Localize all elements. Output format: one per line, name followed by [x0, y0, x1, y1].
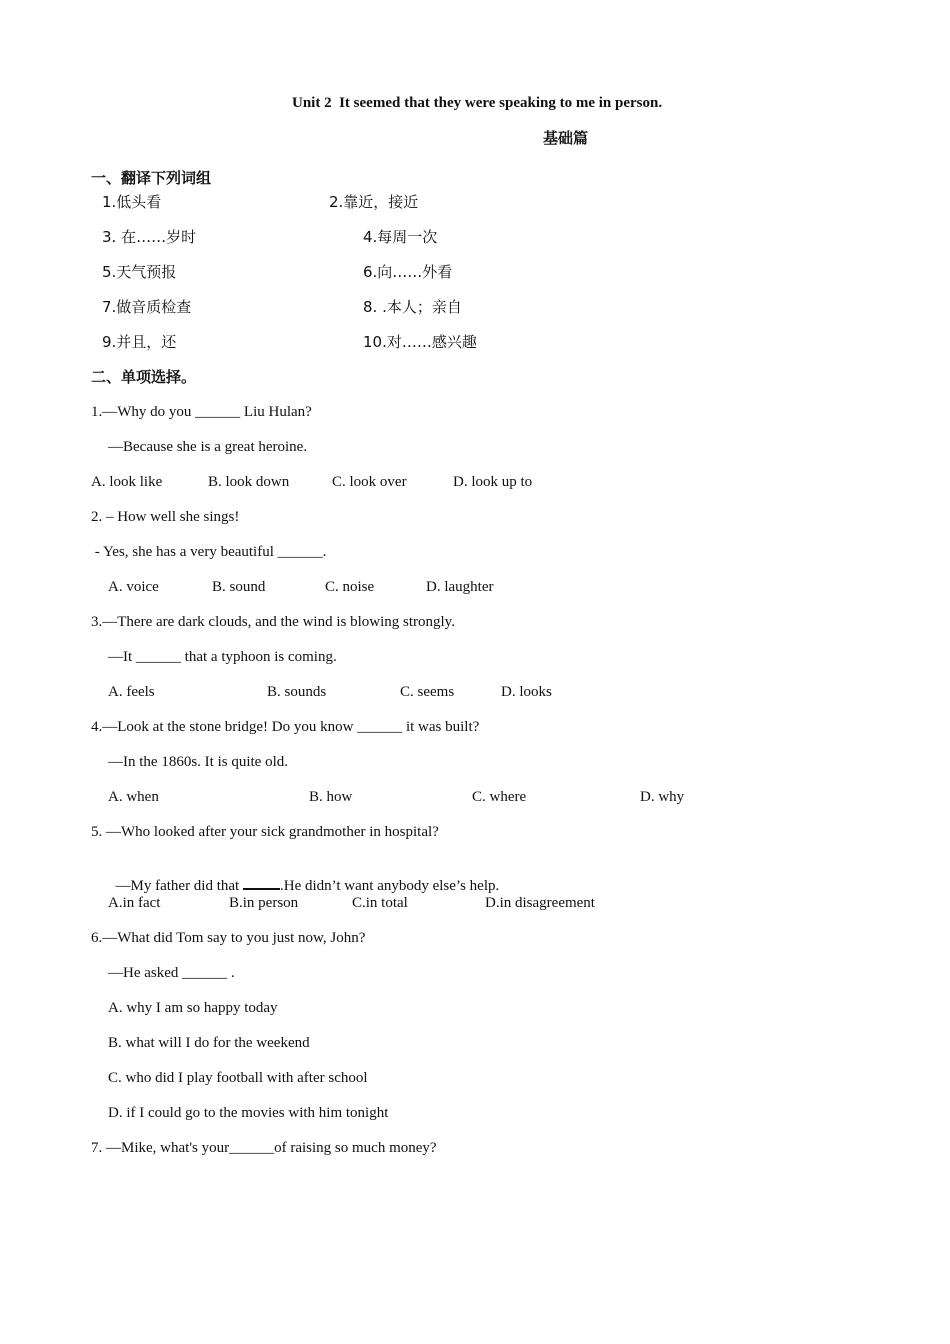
option: B. how — [309, 789, 353, 805]
question-text: 6.—What did Tom say to you just now, John? — [91, 930, 366, 946]
vocab-item: 9.并且，还 — [102, 333, 177, 351]
option: A. feels — [108, 684, 155, 700]
vocab-item: 4.每周一次 — [363, 228, 438, 246]
option: C. seems — [400, 684, 455, 700]
question-text: 5. —Who looked after your sick grandmother in hospital? — [91, 824, 439, 840]
option: D. laughter — [426, 579, 494, 595]
answer-text: —He asked ______ . — [108, 965, 235, 981]
option: A. voice — [108, 579, 159, 595]
section-heading-choice: 二、单项选择。 — [91, 368, 197, 386]
option: A. when — [108, 789, 159, 805]
answer-text: —In the 1860s. It is quite old. — [108, 754, 288, 770]
option: C. who did I play football with after school — [108, 1070, 368, 1086]
vocab-item: 1.低头看 — [102, 193, 162, 211]
option: D. if I could go to the movies with him tonight — [108, 1105, 389, 1121]
answer-text: - Yes, she has a very beautiful ______. — [91, 544, 327, 560]
answer-text — [108, 858, 499, 895]
section-heading-translate: 一、翻译下列词组 — [91, 169, 212, 187]
vocab-item: 7.做音质检查 — [102, 298, 192, 316]
vocab-item: 2.靠近，接近 — [329, 193, 419, 211]
answer-text-end: .He didn’t want anybody else’s help. — [279, 878, 500, 894]
option: A. why I am so happy today — [108, 1000, 278, 1016]
vocab-item: 6.向……外看 — [363, 263, 453, 281]
option: B. sounds — [267, 684, 327, 700]
question-text: 2. – How well she sings! — [91, 509, 240, 525]
vocab-item: 5.天气预报 — [102, 263, 177, 281]
answer-text: —Because she is a great heroine. — [108, 439, 308, 455]
vocab-item: 8. .本人；亲自 — [363, 298, 462, 316]
option: C.in total — [352, 895, 408, 911]
vocab-item: 10.对……感兴趣 — [363, 333, 477, 351]
option: B. what will I do for the weekend — [108, 1035, 310, 1051]
option: A.in fact — [108, 895, 161, 911]
page-title: Unit 2 It seemed that they were speaking to me in person. — [292, 95, 663, 111]
option: B.in person — [229, 895, 299, 911]
option: D. looks — [501, 684, 552, 700]
answer-text: —It ______ that a typhoon is coming. — [108, 649, 337, 665]
option: D. why — [640, 789, 685, 805]
option: C. where — [472, 789, 527, 805]
option: D.in disagreement — [485, 895, 595, 911]
option: D. look up to — [453, 474, 533, 490]
option: C. noise — [325, 579, 375, 595]
answer-blank — [243, 876, 280, 890]
option: A. look like — [91, 474, 163, 490]
question-text: 1.—Why do you ______ Liu Hulan? — [91, 404, 312, 420]
option: B. sound — [212, 579, 266, 595]
question-text: 4.—Look at the stone bridge! Do you know ______ it was built? — [91, 719, 480, 735]
option: B. look down — [208, 474, 290, 490]
vocab-item: 3. 在……岁时 — [102, 228, 197, 246]
answer-text-start: —My father did that — [115, 878, 243, 894]
page-subtitle: 基础篇 — [543, 129, 589, 147]
question-text: 7. —Mike, what's your______of raising so much money? — [91, 1140, 437, 1156]
option: C. look over — [332, 474, 407, 490]
question-text: 3.—There are dark clouds, and the wind is blowing strongly. — [91, 614, 455, 630]
